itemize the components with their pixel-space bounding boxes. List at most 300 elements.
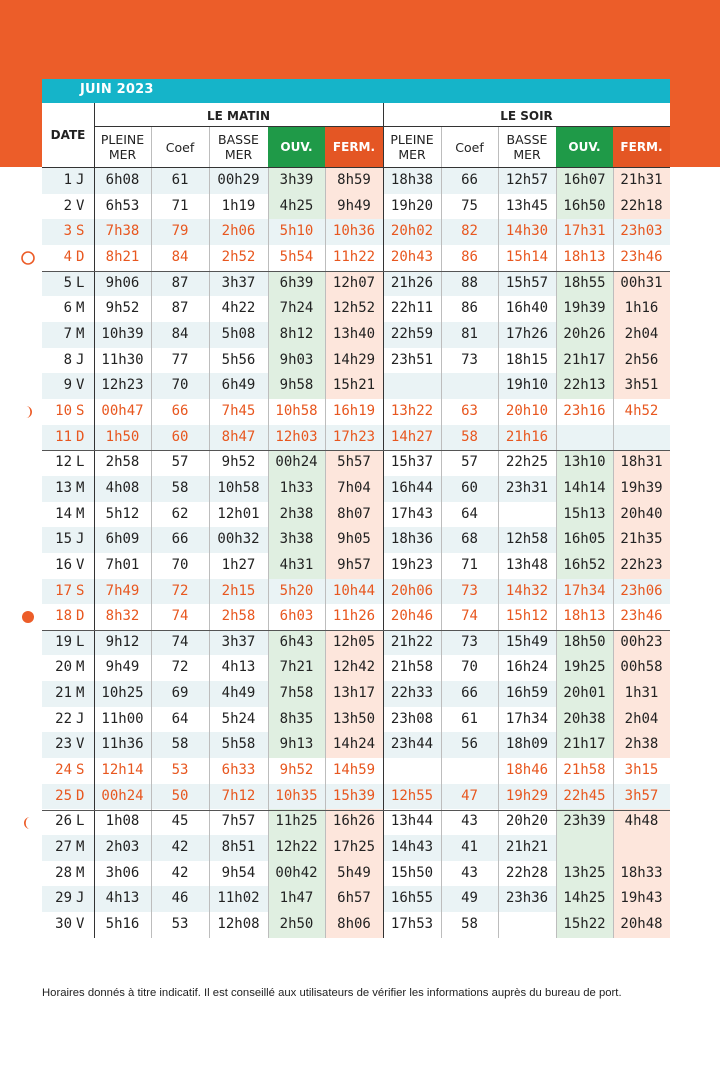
evening-coef-cell: 60 [461,479,478,496]
evening-coef-cell: 63 [461,402,478,419]
day-number: 26 [55,813,72,830]
header-ferm-evening: FERM. [613,127,670,167]
morning-ferm-cell: 9h05 [325,527,383,553]
table-row [42,348,670,374]
evening-pleine-mer-cell: 23h08 [390,710,434,727]
header-basse-mer-morning: BASSE MER [218,132,259,162]
evening-pleine-mer-cell: 20h06 [390,582,434,599]
morning-coef-cell: 77 [171,351,189,368]
evening-pleine-mer-cell: 13h44 [390,813,434,830]
morning-ferm-cell: 13h17 [325,681,383,707]
morning-basse-mer-cell: 4h13 [221,659,256,676]
evening-basse-mer-cell: 17h26 [505,325,549,342]
evening-pleine-mer-cell: 19h20 [390,197,434,214]
evening-coef-cell: 56 [461,736,478,753]
morning-ouv-cell: 12h22 [268,835,325,861]
morning-ferm-cell: 16h26 [325,809,383,835]
evening-basse-mer-cell: 12h58 [505,531,549,548]
evening-basse-mer-cell [498,502,556,528]
evening-ferm-cell: 4h52 [624,402,659,419]
morning-basse-mer-cell: 6h49 [221,377,256,394]
table-row [42,861,670,887]
evening-basse-mer-cell: 13h45 [505,197,549,214]
morning-pleine-mer-cell: 5h12 [105,505,140,522]
evening-ouv-cell: 21h17 [556,732,613,758]
day-number: 16 [55,556,72,573]
weekday-letter: M [76,659,85,676]
evening-coef-cell: 41 [461,839,478,856]
evening-ouv-cell: 22h45 [563,787,606,804]
evening-ferm-cell: 00h58 [613,655,670,681]
evening-basse-mer-cell: 19h10 [505,377,549,394]
weekday-letter: V [76,197,85,214]
evening-ouv-cell: 13h25 [556,861,613,887]
table-row [42,630,670,656]
evening-basse-mer-cell: 15h57 [505,274,549,291]
morning-pleine-mer-cell: 11h00 [101,710,144,727]
weekday-letter: V [76,916,85,933]
evening-pleine-mer-cell: 18h36 [390,531,434,548]
morning-ouv-cell: 3h38 [268,527,325,553]
evening-ferm-cell: 20h40 [613,502,670,528]
evening-ouv-cell: 15h22 [556,912,613,938]
morning-ferm-cell: 6h57 [325,886,383,912]
column-divider [94,168,95,938]
morning-coef-cell: 42 [171,839,189,856]
morning-ouv-cell: 6h03 [279,608,314,625]
evening-ferm-cell: 2h38 [613,732,670,758]
morning-basse-mer-cell: 12h01 [217,505,260,522]
evening-pleine-mer-cell [383,373,441,399]
weekday-letter: M [76,479,85,496]
evening-coef-cell: 47 [461,787,478,804]
day-number: 19 [55,633,72,650]
morning-ouv-cell: 5h54 [279,248,314,265]
morning-basse-mer-cell: 5h24 [221,710,256,727]
evening-ouv-cell: 14h25 [556,886,613,912]
evening-coef-cell: 61 [461,710,478,727]
evening-basse-mer-cell: 17h34 [505,710,549,727]
morning-coef-cell: 57 [171,454,189,471]
evening-ferm-cell: 22h23 [613,553,670,579]
table-row [42,707,670,733]
morning-pleine-mer-cell: 9h52 [105,300,140,317]
morning-coef-cell: 70 [171,377,189,394]
header-divider [151,127,152,167]
morning-pleine-mer-cell: 8h32 [105,608,140,625]
morning-pleine-mer-cell: 8h21 [105,248,140,265]
evening-ferm-cell: 3h57 [624,787,659,804]
morning-pleine-mer-cell: 10h25 [101,685,144,702]
morning-coef-cell: 42 [171,864,189,881]
morning-coef-cell: 70 [171,556,189,573]
morning-basse-mer-cell: 2h15 [221,582,256,599]
morning-pleine-mer-cell: 4h08 [105,479,140,496]
morning-ouv-cell: 9h13 [268,732,325,758]
evening-basse-mer-cell: 18h09 [505,736,549,753]
weekday-letter: M [76,325,85,342]
morning-basse-mer-cell: 5h58 [221,736,256,753]
morning-ferm-cell: 17h23 [332,428,376,445]
table-row [42,758,670,784]
evening-coef-cell: 66 [461,172,478,188]
evening-ouv-cell: 23h16 [563,402,606,419]
morning-pleine-mer-cell: 2h58 [105,454,140,471]
evening-pleine-mer-cell: 17h53 [390,916,434,933]
morning-ouv-cell: 10h35 [275,787,318,804]
evening-coef-cell: 73 [461,633,478,650]
morning-ferm-cell: 16h19 [332,402,376,419]
morning-pleine-mer-cell: 1h50 [105,428,140,445]
day-number: 22 [55,710,72,727]
evening-ferm-cell: 1h31 [613,681,670,707]
morning-basse-mer-cell: 4h49 [221,685,256,702]
full-moon-icon [20,250,36,266]
morning-basse-mer-cell: 00h32 [217,531,260,548]
morning-ferm-cell: 14h29 [325,348,383,374]
table-row [42,732,670,758]
morning-pleine-mer-cell: 9h12 [105,633,140,650]
evening-ferm-cell: 2h56 [613,348,670,374]
table-row [42,579,670,605]
evening-ferm-cell: 23h03 [620,223,663,240]
morning-ferm-cell: 7h04 [325,476,383,502]
morning-pleine-mer-cell: 3h06 [105,864,140,881]
evening-basse-mer-cell: 20h20 [505,813,549,830]
evening-basse-mer-cell: 23h31 [505,479,549,496]
morning-ouv-cell: 00h42 [268,861,325,887]
morning-coef-cell: 60 [171,428,189,445]
column-divider [441,168,442,938]
morning-basse-mer-cell: 1h19 [221,197,256,214]
morning-ouv-cell: 00h24 [268,450,325,476]
evening-ferm-cell: 23h46 [620,608,663,625]
evening-coef-cell: 82 [461,223,478,240]
day-number: 28 [55,864,72,881]
evening-ferm-cell: 20h48 [613,912,670,938]
evening-ferm-cell: 18h33 [613,861,670,887]
morning-basse-mer-cell: 7h12 [221,787,256,804]
header-ouv-evening: OUV. [556,127,613,167]
new-moon-icon [20,609,36,625]
weekday-letter: M [76,300,85,317]
morning-pleine-mer-cell: 1h08 [105,813,140,830]
evening-coef-cell: 73 [461,582,478,599]
evening-ouv-cell: 21h58 [563,762,606,779]
morning-coef-cell: 74 [171,608,189,625]
morning-pleine-mer-cell: 9h06 [105,274,140,291]
evening-coef-cell: 70 [461,659,478,676]
day-number: 29 [55,890,72,907]
morning-ouv-cell: 8h35 [268,707,325,733]
morning-ferm-cell: 11h22 [332,248,376,265]
evening-pleine-mer-cell: 22h59 [390,325,434,342]
weekday-letter: J [76,351,85,368]
evening-ouv-cell: 14h14 [556,476,613,502]
morning-ferm-cell: 5h49 [325,861,383,887]
evening-ferm-cell: 00h31 [613,271,670,297]
morning-ferm-cell: 8h07 [325,502,383,528]
morning-coef-cell: 69 [171,685,189,702]
footnote: Horaires donnés à titre indicatif. Il est conseillé aux utilisateurs de vérifier les informations auprès du bureau de port. [42,987,622,999]
last-quarter-icon [20,404,36,420]
morning-ferm-cell: 17h25 [325,835,383,861]
table-body [42,168,670,938]
evening-ouv-cell: 20h01 [556,681,613,707]
evening-pleine-mer-cell: 13h22 [390,402,434,419]
evening-coef-cell: 43 [461,813,478,830]
morning-ferm-cell: 12h42 [325,655,383,681]
weekday-letter: J [76,531,85,548]
evening-ouv-cell: 20h26 [556,322,613,348]
morning-coef-cell: 53 [171,916,189,933]
evening-ferm-cell: 3h51 [613,373,670,399]
header-divider [498,127,499,167]
day-number: 5 [63,274,72,291]
weekday-letter: V [76,377,85,394]
evening-ferm-cell: 21h35 [613,527,670,553]
week-separator [42,810,670,811]
morning-ouv-cell: 7h24 [268,296,325,322]
morning-basse-mer-cell: 5h08 [221,325,256,342]
evening-ferm-cell: 23h06 [620,582,663,599]
table-row [42,245,670,271]
day-number: 24 [55,762,72,779]
morning-ouv-cell: 1h47 [268,886,325,912]
weekday-letter: L [76,274,85,291]
weekday-letter: M [76,505,85,522]
table-row [42,399,670,425]
evening-ferm-cell: 18h31 [613,450,670,476]
evening-basse-mer-cell: 14h32 [505,582,549,599]
evening-coef-cell: 49 [461,890,478,907]
day-number: 11 [55,428,72,445]
morning-ferm-cell: 10h44 [332,582,376,599]
morning-basse-mer-cell: 4h22 [221,300,256,317]
morning-basse-mer-cell: 12h08 [217,916,260,933]
weekday-letter: M [76,685,85,702]
evening-basse-mer-cell: 16h59 [505,685,549,702]
morning-ouv-cell: 2h38 [268,502,325,528]
evening-pleine-mer-cell: 19h23 [390,556,434,573]
evening-ouv-cell: 15h13 [556,502,613,528]
weekday-letter: M [76,864,85,881]
evening-ferm-cell: 1h16 [613,296,670,322]
morning-coef-cell: 58 [171,479,189,496]
morning-coef-cell: 72 [171,582,189,599]
table-row [42,681,670,707]
evening-pleine-mer-cell: 12h55 [390,787,434,804]
morning-coef-cell: 61 [171,172,189,188]
weekday-letter: L [76,633,85,650]
header-evening: LE SOIR [500,108,553,123]
weekday-letter: J [76,710,85,727]
weekday-letter: S [76,402,85,419]
column-divider [325,168,326,938]
morning-ouv-cell: 10h58 [275,402,318,419]
evening-ferm-cell: 19h39 [613,476,670,502]
evening-coef-cell: 86 [461,248,478,265]
table-row [42,296,670,322]
morning-pleine-mer-cell: 7h49 [105,582,140,599]
evening-pleine-mer-cell: 15h37 [390,454,434,471]
header-pleine-mer-evening: PLEINE MER [390,132,434,162]
morning-coef-cell: 46 [171,890,189,907]
evening-basse-mer-cell: 22h28 [505,864,549,881]
day-number: 15 [55,531,72,548]
evening-ouv-cell: 18h55 [556,271,613,297]
evening-ferm-cell: 23h46 [620,248,663,265]
weekday-letter: L [76,454,85,471]
morning-pleine-mer-cell: 5h16 [105,916,140,933]
evening-pleine-mer-cell: 20h46 [390,608,434,625]
day-number: 6 [63,300,72,317]
evening-coef-cell: 88 [461,274,478,291]
evening-ouv-cell: 16h52 [556,553,613,579]
evening-pleine-mer-cell: 21h26 [390,274,434,291]
day-number: 25 [55,787,72,804]
morning-basse-mer-cell: 6h33 [221,762,256,779]
morning-pleine-mer-cell: 6h09 [105,531,140,548]
evening-ferm-cell: 19h43 [613,886,670,912]
morning-ferm-cell: 10h36 [332,223,376,240]
column-divider [268,168,269,938]
evening-basse-mer-cell: 13h48 [505,556,549,573]
evening-ouv-cell [556,835,613,861]
evening-coef-cell [441,373,498,399]
evening-pleine-mer-cell: 21h58 [390,659,434,676]
morning-ferm-cell: 14h59 [332,762,376,779]
header-coef-morning: Coef [165,139,195,155]
month-bar [42,79,670,103]
evening-ferm-cell: 2h04 [613,322,670,348]
morning-pleine-mer-cell: 7h01 [105,556,140,573]
evening-ouv-cell: 17h31 [563,223,606,240]
header-basse-mer-evening: BASSE MER [506,132,548,162]
morning-basse-mer-cell: 8h47 [221,428,256,445]
morning-ouv-cell: 6h39 [268,271,325,297]
morning-coef-cell: 71 [171,197,189,214]
evening-ouv-cell: 16h05 [556,527,613,553]
morning-ouv-cell: 5h20 [279,582,314,599]
evening-coef-cell: 68 [461,531,478,548]
header-divider [94,103,95,167]
morning-coef-cell: 79 [171,223,189,240]
evening-ouv-cell: 18h13 [563,608,606,625]
table-row [42,271,670,297]
table-row [42,425,670,451]
morning-pleine-mer-cell: 00h47 [101,402,144,419]
day-number: 4 [63,248,72,265]
morning-ferm-cell: 12h05 [325,630,383,656]
morning-coef-cell: 87 [171,300,189,317]
morning-coef-cell: 84 [171,325,189,342]
morning-coef-cell: 64 [171,710,189,727]
morning-basse-mer-cell: 2h06 [221,223,256,240]
morning-ferm-cell: 14h24 [325,732,383,758]
morning-ferm-cell: 15h39 [332,787,376,804]
evening-coef-cell: 81 [461,325,478,342]
morning-ferm-cell: 5h57 [325,450,383,476]
morning-ferm-cell: 13h40 [325,322,383,348]
evening-coef-cell: 64 [461,505,478,522]
morning-basse-mer-cell: 2h52 [221,248,256,265]
morning-ouv-cell: 8h12 [268,322,325,348]
evening-coef-cell: 75 [461,197,478,214]
column-divider [498,168,499,938]
morning-basse-mer-cell: 2h58 [221,608,256,625]
column-divider [209,168,210,938]
weekday-letter: L [76,813,85,830]
table-row [42,168,670,194]
morning-coef-cell: 50 [171,787,189,804]
morning-pleine-mer-cell: 4h13 [105,890,140,907]
table-row [42,450,670,476]
day-number: 1 [63,172,72,188]
evening-ouv-cell: 16h07 [556,168,613,194]
evening-ouv-cell: 23h39 [556,809,613,835]
morning-coef-cell: 87 [171,274,189,291]
table-row [42,322,670,348]
evening-coef-cell: 66 [461,685,478,702]
morning-ouv-cell: 2h50 [268,912,325,938]
week-separator [42,630,670,631]
day-number: 10 [55,402,72,419]
morning-ferm-cell: 15h21 [325,373,383,399]
table-row [42,809,670,835]
evening-ouv-cell: 18h50 [556,630,613,656]
day-number: 2 [63,197,72,214]
morning-ferm-cell: 9h57 [325,553,383,579]
evening-pleine-mer-cell [383,758,441,784]
morning-coef-cell: 66 [171,531,189,548]
tide-table [42,79,670,959]
weekday-letter: S [76,762,85,779]
morning-ferm-cell: 12h07 [325,271,383,297]
evening-coef-cell: 74 [461,608,478,625]
table-row [42,835,670,861]
morning-coef-cell: 84 [171,248,189,265]
morning-pleine-mer-cell: 2h03 [105,839,140,856]
day-number: 30 [55,916,72,933]
evening-pleine-mer-cell: 20h02 [390,223,434,240]
day-number: 9 [63,377,72,394]
evening-ouv-cell: 21h17 [556,348,613,374]
evening-basse-mer-cell: 18h15 [505,351,549,368]
morning-pleine-mer-cell: 6h53 [105,197,140,214]
morning-ouv-cell: 6h43 [268,630,325,656]
evening-coef-cell: 57 [461,454,478,471]
day-number: 3 [63,223,72,240]
evening-basse-mer-cell: 12h57 [505,172,549,188]
morning-ouv-cell: 9h03 [268,348,325,374]
morning-ferm-cell: 11h26 [332,608,376,625]
morning-pleine-mer-cell: 12h23 [101,377,144,394]
morning-ouv-cell: 9h58 [268,373,325,399]
weekday-letter: V [76,556,85,573]
table-row [42,604,670,630]
morning-ouv-cell: 4h25 [268,194,325,220]
evening-ouv-cell: 13h10 [556,450,613,476]
evening-basse-mer-cell: 15h14 [505,248,549,265]
day-number: 18 [55,608,72,625]
evening-ferm-cell: 22h18 [613,194,670,220]
morning-basse-mer-cell: 11h02 [217,890,260,907]
evening-ouv-cell: 17h34 [563,582,606,599]
table-row [42,194,670,220]
morning-pleine-mer-cell: 7h38 [105,223,140,240]
table-row [42,553,670,579]
